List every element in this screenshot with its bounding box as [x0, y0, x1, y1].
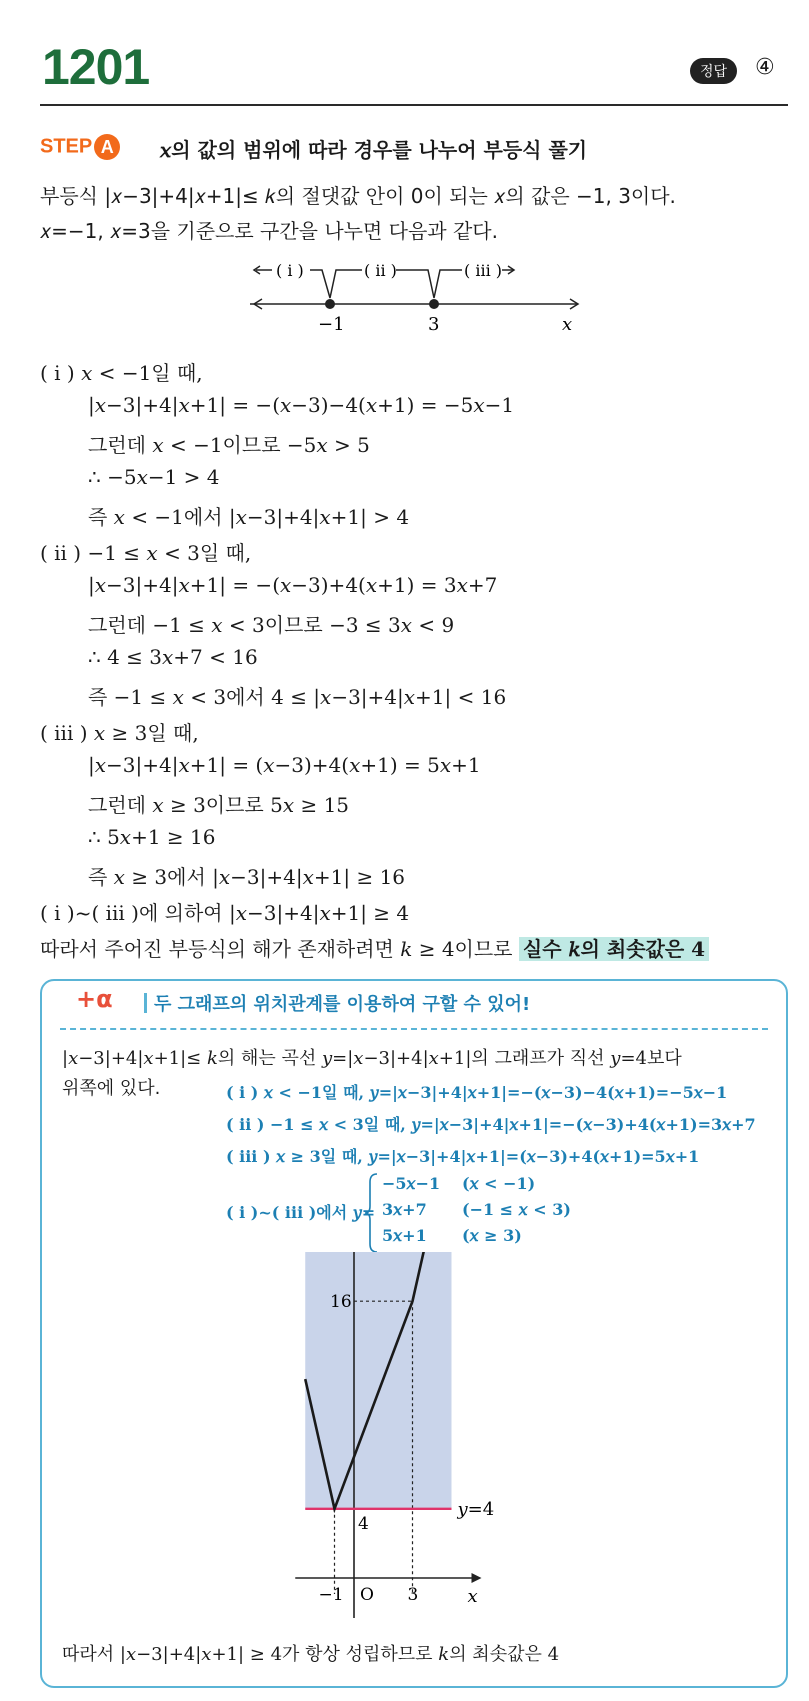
region-label-i: ( i ) [276, 261, 304, 280]
case1-line4: 즉 𝑥 < −1에서 |𝑥−3|+4|𝑥+1| > 4 [88, 505, 410, 529]
number-line [250, 252, 580, 336]
case1-head: ( i ) 𝑥 < −1일 때, [40, 361, 203, 385]
alpha-case3: ( iii ) 𝑥 ≥ 3일 때, 𝑦=|𝑥−3|+4|𝑥+1|=(𝑥−3)+4(𝑥+1)=5𝑥+1 [226, 1147, 700, 1166]
alpha-piece-prefix: ( i )~( iii )에서 𝑦= [226, 1203, 376, 1222]
alpha-divider [60, 1028, 768, 1030]
conclusion-highlight: 실수 𝑘의 최솟값은 4 [519, 937, 709, 961]
x-tick-neg1: −1 [318, 1585, 344, 1605]
step-badge: A [94, 134, 120, 160]
intro-line-1: 부등식 |𝑥−3|+4|𝑥+1|≤ 𝑘의 절댓값 안이 0이 되는 𝑥의 값은 −1, 3이다. [40, 184, 676, 208]
alpha-title-bar [144, 993, 147, 1013]
problem-number: 1201 [42, 39, 150, 95]
piece-expr-2: 3𝑥+7 [382, 1200, 427, 1219]
function-graph [240, 1252, 600, 1618]
answer-value: ④ [755, 55, 775, 80]
alpha-case2: ( ii ) −1 ≤ 𝑥 < 3일 때, 𝑦=|𝑥−3|+4|𝑥+1|=−(𝑥−3)+4(𝑥+1)=3𝑥+7 [226, 1115, 756, 1134]
y-tick-16: 16 [330, 1292, 352, 1313]
region-above-shade [305, 1252, 451, 1509]
step-label [40, 134, 120, 160]
alpha-final: 따라서 |𝑥−3|+4|𝑥+1| ≥ 4가 항상 성립하므로 𝑘의 최솟값은 4 [62, 1644, 560, 1665]
case3-head: ( iii ) 𝑥 ≥ 3일 때, [40, 721, 199, 745]
case3-line1: |𝑥−3|+4|𝑥+1| = (𝑥−3)+4(𝑥+1) = 5𝑥+1 [88, 753, 481, 777]
point-label-3: 3 [428, 314, 440, 335]
case3-line2: 그런데 𝑥 ≥ 3이므로 5𝑥 ≥ 15 [88, 793, 350, 817]
axis-label-x: 𝑥 [562, 314, 573, 335]
answer-label: 정답 [690, 58, 737, 84]
origin-label: O [360, 1585, 374, 1605]
point-label-neg1: −1 [318, 314, 345, 335]
case1-line2: 그런데 𝑥 < −1이므로 −5𝑥 > 5 [88, 433, 370, 457]
case2-line2: 그런데 −1 ≤ 𝑥 < 3이므로 −3 ≤ 3𝑥 < 9 [88, 613, 455, 637]
step-text: STEP [40, 135, 93, 158]
case2-line4: 즉 −1 ≤ 𝑥 < 3에서 4 ≤ |𝑥−3|+4|𝑥+1| < 16 [88, 685, 507, 709]
case1-line3: ∴ −5𝑥−1 > 4 [88, 465, 220, 489]
conclusion-line2 [40, 933, 709, 962]
case1-line1: |𝑥−3|+4|𝑥+1| = −(𝑥−3)−4(𝑥+1) = −5𝑥−1 [88, 393, 515, 417]
step-title: 𝑥의 값의 범위에 따라 경우를 나누어 부등식 풀기 [160, 138, 588, 162]
alpha-symbol: +α [70, 985, 119, 1013]
alpha-case1: ( i ) 𝑥 < −1일 때, 𝑦=|𝑥−3|+4|𝑥+1|=−(𝑥−3)−4(𝑥+1)=−5𝑥−1 [226, 1083, 728, 1102]
piece-cond-2: (−1 ≤ 𝑥 < 3) [462, 1200, 571, 1219]
line-label: 𝑦=4 [457, 1498, 495, 1520]
case3-line3: ∴ 5𝑥+1 ≥ 16 [88, 825, 216, 849]
region-label-ii: ( ii ) [364, 261, 397, 280]
piece-cond-3: (𝑥 ≥ 3) [462, 1226, 522, 1245]
header-rule [40, 104, 788, 106]
case2-line1: |𝑥−3|+4|𝑥+1| = −(𝑥−3)+4(𝑥+1) = 3𝑥+7 [88, 573, 498, 597]
case3-line4: 즉 𝑥 ≥ 3에서 |𝑥−3|+4|𝑥+1| ≥ 16 [88, 865, 406, 889]
piece-expr-1: −5𝑥−1 [382, 1174, 441, 1193]
alpha-title: 두 그래프의 위치관계를 이용하여 구할 수 있어! [154, 994, 531, 1015]
piece-cond-1: (𝑥 < −1) [462, 1174, 536, 1193]
x-tick-3: 3 [407, 1585, 419, 1605]
case2-head: ( ii ) −1 ≤ 𝑥 < 3일 때, [40, 541, 252, 565]
x-axis-label: 𝑥 [467, 1586, 478, 1607]
y-tick-4: 4 [358, 1513, 369, 1534]
intro-line-2: 𝑥=−1, 𝑥=3을 기준으로 구간을 나누면 다음과 같다. [40, 219, 498, 243]
x-axis-arrow-icon [472, 1573, 482, 1583]
conclusion-line1: ( i )~( iii )에 의하여 |𝑥−3|+4|𝑥+1| ≥ 4 [40, 901, 410, 925]
alpha-text-1: |𝑥−3|+4|𝑥+1|≤ 𝑘의 해는 곡선 𝑦=|𝑥−3|+4|𝑥+1|의 그래프가 직선 𝑦=4보다 [62, 1048, 682, 1069]
region-label-iii: ( iii ) [464, 261, 503, 280]
piecewise-brace-icon [364, 1172, 380, 1254]
alpha-text-2: 위쪽에 있다. [62, 1078, 161, 1099]
piece-expr-3: 5𝑥+1 [382, 1226, 427, 1245]
case2-line3: ∴ 4 ≤ 3𝑥+7 < 16 [88, 645, 258, 669]
conclusion-prefix: 따라서 주어진 부등식의 해가 존재하려면 𝑘 ≥ 4이므로 [40, 937, 519, 961]
